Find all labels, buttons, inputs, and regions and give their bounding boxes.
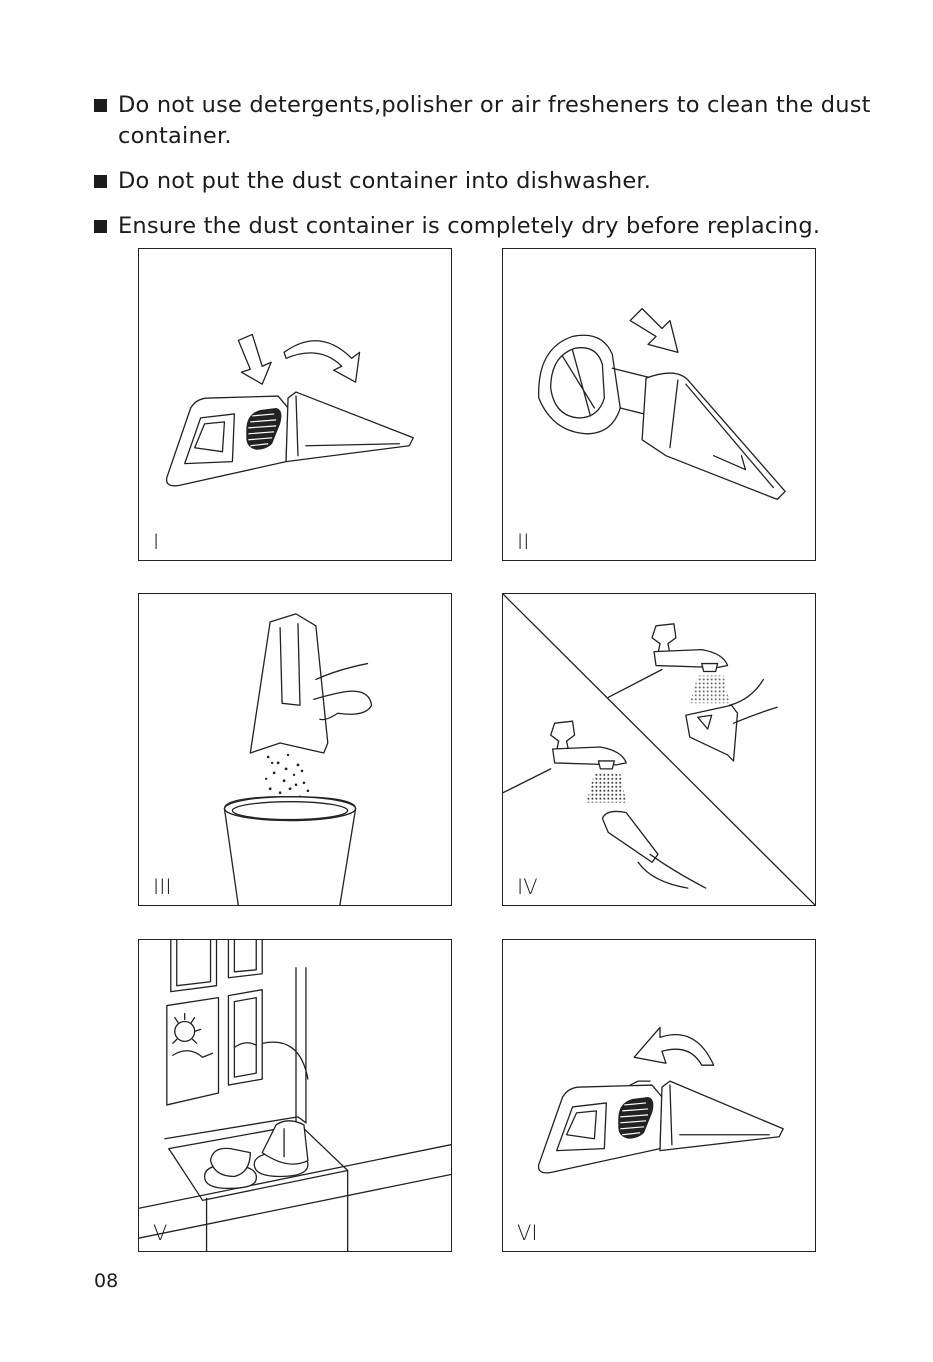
instruction-text: Do not put the dust container into dishwasher. — [118, 168, 652, 194]
step-panel-4 — [502, 593, 816, 906]
step-panel-2 — [502, 248, 816, 561]
step-panel-6 — [502, 939, 816, 1252]
step-panel-3 — [138, 593, 452, 906]
bullet-square-icon — [94, 175, 107, 188]
step-numeral: V — [153, 1221, 168, 1245]
dry-parts-by-window-illustration — [139, 940, 451, 1251]
vacuum-replace-container-illustration — [503, 940, 815, 1251]
step-numeral: II — [517, 530, 530, 554]
step-numeral: IV — [517, 875, 538, 899]
step-numeral: VI — [517, 1221, 538, 1245]
instruction-item — [94, 211, 874, 242]
instruction-text: Do not use detergents,polisher or air fresheners to clean the dust container. — [118, 92, 871, 149]
instruction-item — [94, 166, 874, 197]
instruction-item — [94, 90, 874, 152]
rinse-container-under-tap-illustration — [503, 594, 815, 905]
vacuum-remove-container-illustration — [139, 249, 451, 560]
step-numeral: III — [153, 875, 172, 899]
instruction-list — [94, 90, 874, 242]
empty-container-into-bin-illustration — [139, 594, 451, 905]
bullet-square-icon — [94, 220, 107, 233]
remove-filter-illustration — [503, 249, 815, 560]
page-number: 08 — [94, 1270, 119, 1292]
bullet-square-icon — [94, 99, 107, 112]
step-numeral: I — [153, 530, 160, 554]
step-panel-1 — [138, 248, 452, 561]
step-panel-5 — [138, 939, 452, 1252]
instruction-text: Ensure the dust container is completely dry before replacing. — [118, 213, 821, 239]
